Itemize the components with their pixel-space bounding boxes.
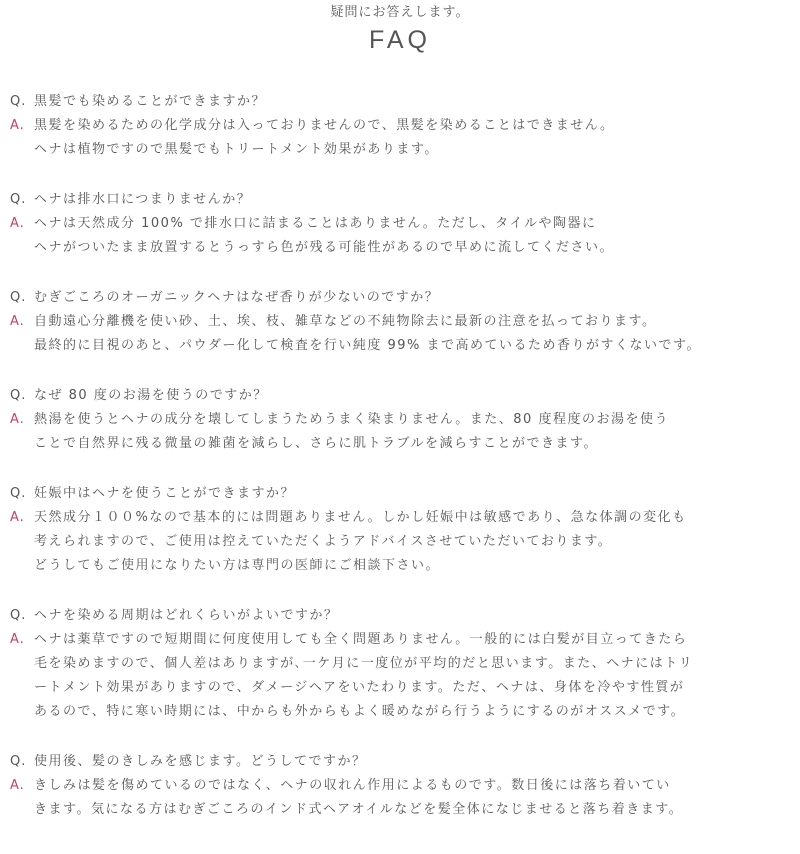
question-line [10, 604, 796, 628]
answer-line [10, 310, 796, 334]
answer-text: ヘナは薬草ですので短期間に何度使用しても全く問題ありません。一般的には白髪が目立ってきたら [34, 632, 688, 647]
answer-marker: A. [10, 314, 25, 329]
question-text: 妊娠中はヘナを使うことができますか？ [34, 486, 296, 501]
answer-text: 考えられますので、ご使用は控えていただくようアドバイスさせていただいております。 [34, 534, 613, 549]
answer-text: 天然成分１００%なので基本的には問題ありません。しかし妊娠中は敏感であり、急な体調の変化も [34, 510, 687, 525]
question-text: ヘナを染める周期はどれくらいがよいですか？ [34, 608, 339, 623]
faq-item [10, 286, 796, 358]
answer-marker: A. [10, 412, 25, 427]
question-line [10, 384, 796, 408]
answer-text: 熱湯を使うとヘナの成分を壊してしまうためうまく染まりません。また、80 度程度のお湯を使う [34, 412, 669, 427]
answer-line [10, 334, 796, 358]
answer-line [10, 114, 796, 138]
page-subtitle: 疑問にお答えします。 [330, 5, 470, 20]
answer-line [10, 408, 796, 432]
question-marker: Q. [10, 754, 27, 769]
question-marker: Q. [10, 486, 27, 501]
faq-item [10, 750, 796, 822]
answer-text: ことで自然界に残る微量の雑菌を減らし、さらに肌トラブルを減らすことができます。 [34, 436, 598, 451]
answer-text: 黒髪を染めるための化学成分は入っておりませんので、黒髪を染めることはできません。 [34, 118, 615, 133]
answer-line [10, 554, 796, 578]
answer-marker: A. [10, 510, 25, 525]
answer-line [10, 676, 796, 700]
answer-text: 自動遠心分離機を使い砂、土、埃、枝、雑草などの不純物除去に最新の注意を払っております。 [34, 314, 657, 329]
answer-text: きます。気になる方はむぎごころのインド式ヘアオイルなどを髪全体になじませると落ち着きます。 [34, 802, 684, 817]
answer-line [10, 236, 796, 260]
question-marker: Q. [10, 94, 27, 109]
faq-item [10, 90, 796, 162]
answer-text: 毛を染めますので、個人差はありますが､一ケ月に一度位が平均的だと思います。また、ヘナにはトリ [34, 656, 694, 671]
page-title: FAQ [368, 26, 431, 54]
answer-text: ヘナは植物ですので黒髪でもトリートメント効果があります。 [34, 142, 439, 157]
answer-line [10, 700, 796, 724]
question-line [10, 482, 796, 506]
page-header [0, 0, 800, 54]
answer-marker: A. [10, 118, 25, 133]
answer-line [10, 628, 796, 652]
question-marker: Q. [10, 388, 27, 403]
answer-line [10, 212, 796, 236]
answer-line [10, 798, 796, 822]
question-line [10, 90, 796, 114]
question-text: なぜ 80 度のお湯を使うのですか？ [34, 388, 268, 403]
question-text: 黒髪でも染めることができますか？ [34, 94, 267, 109]
faq-item [10, 604, 796, 724]
answer-text: きしみは髪を傷めているのではなく、ヘナの収れん作用によるものです。数日後には落ち着いてい [34, 778, 671, 793]
question-text: むぎごころのオーガニックヘナはなぜ香りが少ないのですか？ [34, 290, 440, 305]
answer-text: あるので、特に寒い時期には、中からも外からもよく暖めながら行うようにするのがオススメです。 [34, 704, 686, 719]
faq-item [10, 482, 796, 578]
answer-marker: A. [10, 216, 25, 231]
question-line [10, 750, 796, 774]
answer-text: ヘナがついたまま放置するとうっすら色が残る可能性があるので早めに流してください。 [34, 240, 615, 255]
question-text: ヘナは排水口につまりませんか？ [34, 192, 252, 207]
answer-line [10, 138, 796, 162]
answer-marker: A. [10, 778, 25, 793]
faq-list [10, 90, 796, 848]
answer-line [10, 530, 796, 554]
faq-item [10, 384, 796, 456]
answer-line [10, 432, 796, 456]
answer-marker: A. [10, 632, 25, 647]
faq-item [10, 188, 796, 260]
answer-text: ートメント効果がありますので、ダメージヘアをいたわります。ただ、ヘナは、身体を冷やす性質が [34, 680, 685, 695]
question-line [10, 188, 796, 212]
answer-line [10, 506, 796, 530]
answer-line [10, 652, 796, 676]
question-line [10, 286, 796, 310]
question-marker: Q. [10, 608, 27, 623]
answer-text: どうしてもご使用になりたい方は専門の医師にご相談下さい。 [34, 558, 441, 573]
answer-text: 最終的に目視のあと、パウダー化して検査を行い純度 99% まで高めているため香りがすくないです。 [34, 338, 701, 353]
question-text: 使用後、髪のきしみを感じます。どうしてですか？ [34, 754, 367, 769]
answer-line [10, 774, 796, 798]
question-marker: Q. [10, 290, 27, 305]
question-marker: Q. [10, 192, 27, 207]
answer-text: ヘナは天然成分 100% で排水口に詰まることはありません。ただし、タイルや陶器に [34, 216, 597, 231]
